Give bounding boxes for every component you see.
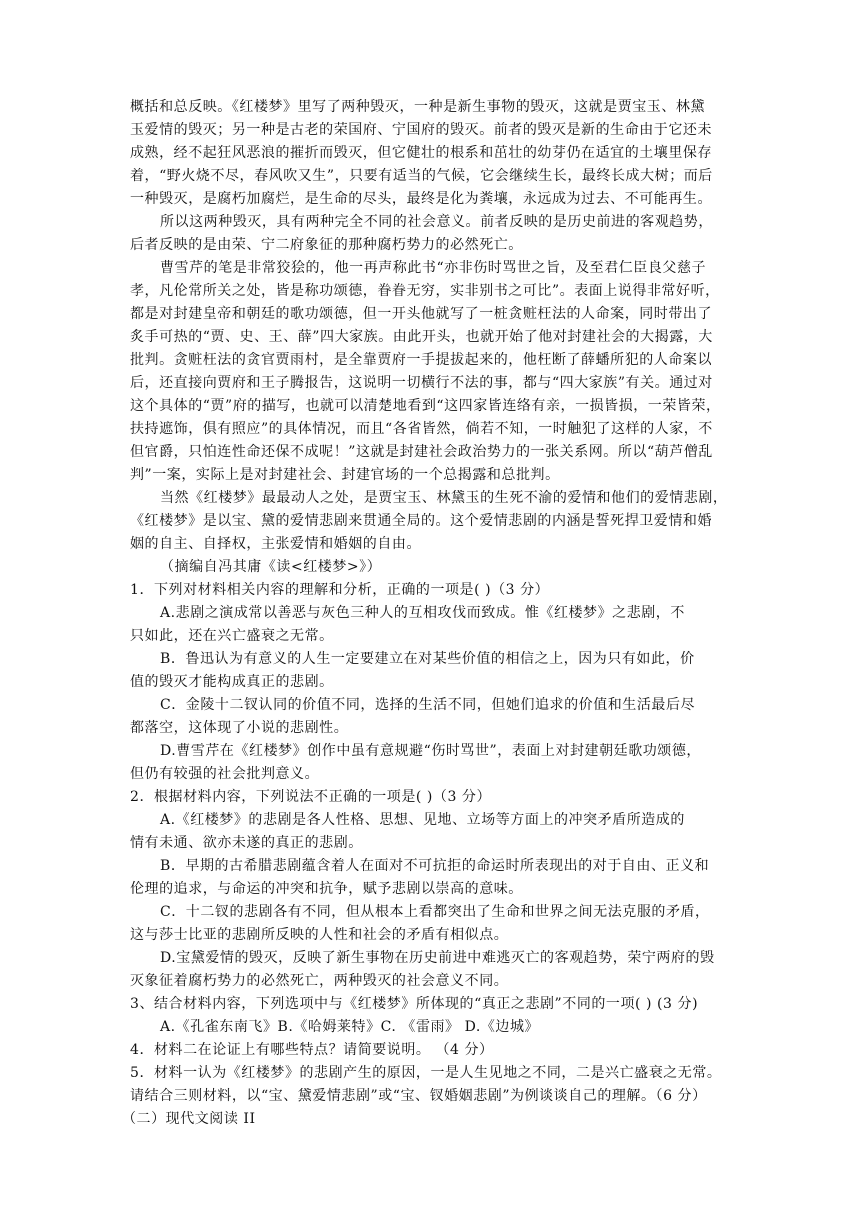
text-line: 伦理的追求，与命运的冲突和抗争，赋予悲剧以崇高的意味。: [130, 881, 523, 897]
text-line: 这个具体的“贾”府的描写，也就可以清楚地看到“这四家皆连络有亲，一损皆损，一荣皆荣，: [130, 398, 721, 414]
text-line: 姻的自主、自择权，主张爱情和婚姻的自由。: [130, 536, 421, 552]
text-line: 灭象征着腐朽势力的必然死亡，两种毁灭的社会意义不同。: [130, 973, 509, 989]
question-4: 4．材料二在论证上有哪些特点？请简要说明。 （4 分）: [130, 1042, 494, 1058]
text-line: 所以这两种毁灭，具有两种完全不同的社会意义。前者反映的是历史前进的客观趋势，: [160, 214, 713, 230]
q2-option-b: B．早期的古希腊悲剧蕴含着人在面对不可抗拒的命运时所表现出的对于自由、正义和: [160, 858, 710, 874]
question-3: 3、结合材料内容，下列选项中与《红楼梦》所体现的“真正之悲剧”不同的一项( ) (3 分): [130, 996, 699, 1012]
question-1: 1．下列对材料相关内容的理解和分析，正确的一项是( )（3 分）: [130, 582, 550, 598]
text-line: 玉爱情的毁灭；另一种是古老的荣国府、宁国府的毁灭。前者的毁灭是新的生命由于它还未: [130, 122, 712, 138]
section-heading: （二）现代文阅读 II: [122, 1111, 256, 1127]
question-5: 5．材料一认为《红楼梦》的悲剧产生的原因，一是人生见地之不同，二是兴亡盛衰之无常。: [130, 1065, 722, 1081]
q1-option-b: B．鲁迅认为有意义的人生一定要建立在对某些价值的相信之上，因为只有如此，价: [160, 651, 695, 667]
q2-option-c: C．十二钗的悲剧各有不同，但从根本上看都突出了生命和世界之间无法克服的矛盾，: [160, 904, 710, 920]
text-line: 曹雪芹的笔是非常狡狯的，他一再声称此书“亦非伤时骂世之旨，及至君仁臣良父慈子: [160, 260, 707, 276]
text-line: 值的毁灭才能构成真正的悲剧。: [130, 674, 334, 690]
question-2: 2．根据材料内容，下列说法不正确的一项是( )（3 分）: [130, 789, 492, 805]
text-line: 情有未通、欲亦未遂的真正的悲剧。: [130, 835, 363, 851]
text-line: 炙手可热的“贾、史、王、薛”四大家族。由此开头，也就开始了他对封建社会的大揭露，大: [130, 329, 713, 345]
text-line: 当然《红楼梦》最最动人之处，是贾宝玉、林黛玉的生死不渝的爱情和他们的爱情悲剧，: [160, 490, 728, 506]
text-line: 只如此，还在兴亡盛衰之无常。: [130, 628, 334, 644]
text-line: 判”一案，实际上是对封建社会、封建官场的一个总揭露和总批判。: [130, 467, 560, 483]
text-line: 批判。贪赃枉法的贪官贾雨村，是全靠贾府一手提拔起来的，他枉断了薛蟠所犯的人命案以: [130, 352, 712, 368]
text-line: 请结合三则材料，以“宝、黛爱情悲剧”或“宝、钗婚姻悲剧”为例谈谈自己的理解。（6 分）: [130, 1088, 707, 1104]
text-line: 但官爵，只怕连性命还保不成呢！”这就是封建社会政治势力的一张关系网。所以“葫芦僧乱: [130, 444, 713, 460]
text-line: 成熟，经不起狂风恶浪的摧折而毁灭，但它健壮的根系和茁壮的幼芽仍在适宜的土壤里保存: [130, 145, 712, 161]
text-line: 都落空，这体现了小说的悲剧性。: [130, 720, 349, 736]
text-line: 一种毁灭，是腐朽加腐烂，是生命的尽头，最终是化为粪壤，永远成为过去、不可能再生。: [130, 191, 712, 207]
text-line: 这与莎士比亚的悲剧所反映的人性和社会的矛盾有相似点。: [130, 927, 509, 943]
q1-option-d: D.曹雪芹在《红楼梦》创作中虽有意规避“伤时骂世”，表面上对封建朝廷歌功颂德，: [160, 743, 701, 759]
text-line: 后者反映的是由荣、宁二府象征的那种腐朽势力的必然死亡。: [130, 237, 523, 253]
q2-option-d: D.宝黛爱情的毁灭，反映了新生事物在历史前进中难逃灭亡的客观趋势，荣宁两府的毁: [160, 950, 715, 966]
text-line: 扶持遮饰，俱有照应”的具体情况，而且“各省皆然，倘若不知，一时触犯了这样的人家，不: [130, 421, 713, 437]
text-line: 都是对封建皇帝和朝廷的歌功颂德，但一开头他就写了一桩贪赃枉法的人命案，同时带出了: [130, 306, 712, 322]
q3-options: A.《孔雀东南飞》B.《哈姆莱特》C. 《雷雨》 D.《边城》: [160, 1019, 540, 1035]
text-line: 孝，凡伦常所关之处，皆是称功颂德，眷眷无穷，实非别书之可比”。表面上说得非常好听，: [130, 283, 720, 299]
text-line: 《红楼梦》是以宝、黛的爱情悲剧来贯通全局的。这个爱情悲剧的内涵是誓死捍卫爱情和婚: [130, 513, 712, 529]
text-line: 概括和总反映。《红楼梦》里写了两种毁灭，一种是新生事物的毁灭，这就是贾宝玉、林黛: [130, 99, 705, 115]
text-line: 但仍有较强的社会批判意义。: [130, 766, 320, 782]
text-line: 后，还直接向贾府和王子腾报告，这说明一切横行不法的事，都与“四大家族”有关。通过对: [130, 375, 713, 391]
q2-option-a: A.《红楼梦》的悲剧是各人性格、思想、见地、立场等方面上的冲突矛盾所造成的: [160, 812, 685, 828]
q1-option-a: A.悲剧之演成常以善恶与灰色三种人的互相攻伐而致成。惟《红楼梦》之悲剧，不: [160, 605, 685, 621]
text-line: 着，“野火烧不尽，春风吹又生”，只要有适当的气候，它会继续生长，最终长成大树；而后: [130, 168, 713, 184]
source-citation: （摘编自冯其庸《读<红楼梦>》）: [160, 559, 382, 575]
q1-option-c: C．金陵十二钗认同的价值不同，选择的生活不同，但她们追求的价值和生活最后尽: [160, 697, 696, 713]
